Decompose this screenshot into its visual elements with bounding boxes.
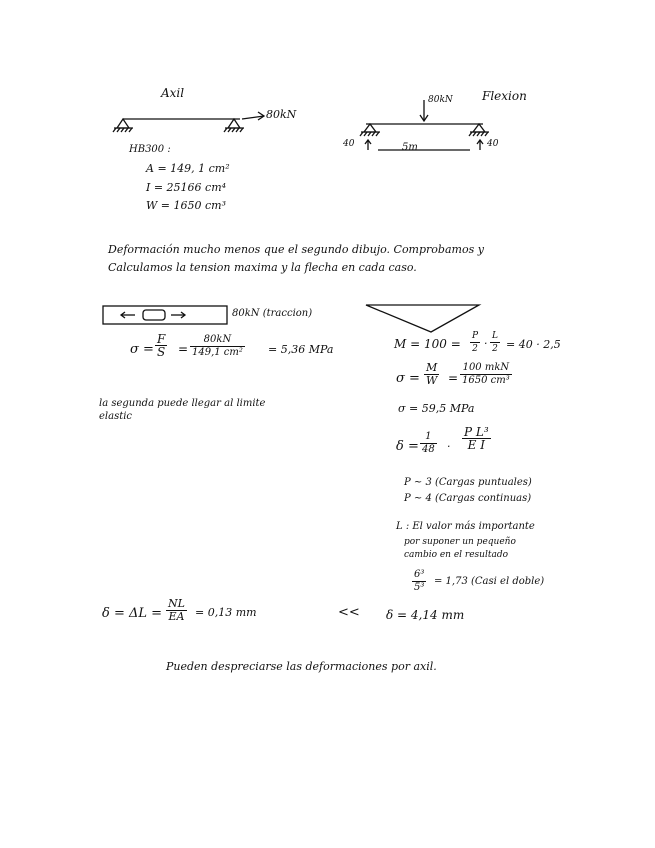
- traction-result: = 5,36 MPa: [268, 343, 334, 356]
- traction-comment-1: la segunda puede llegar al limite: [99, 398, 266, 409]
- span-label: 5m: [402, 142, 418, 153]
- axial-title: Axil: [161, 86, 185, 100]
- axial-deflection-result: = 0,13 mm: [195, 606, 257, 619]
- moment-diagram: [366, 305, 479, 332]
- traction-sigma: σ =: [130, 342, 154, 357]
- deflection-one-over-48: $\frac{1}{48}$: [422, 431, 435, 455]
- axial-deflection-lhs: δ = ΔL =: [102, 606, 163, 621]
- bending-value-fraction: 100 mkN 1650 cm³: [462, 362, 510, 386]
- much-less-than: <<: [338, 605, 360, 620]
- nl-over-ea: $\frac{NL}{EA}$: [168, 597, 185, 623]
- flexion-left-support: [364, 124, 376, 132]
- l-note-2: por suponer un pequeño: [404, 537, 516, 547]
- moment-p-fraction: $\frac{P}{2}$: [472, 331, 479, 354]
- axial-right-support: [228, 119, 240, 128]
- flexion-deflection-result: δ = 4,14 mm: [386, 608, 465, 622]
- ratio-fraction: $\frac{\text{6³}}{\text{5³}}$: [414, 569, 425, 593]
- deflection-pl3-over-ei: $\frac{\text{P L³}}{\text{E I}}$: [464, 425, 489, 452]
- moment-lhs: M = 100 =: [394, 337, 461, 351]
- flexion-title: Flexion: [482, 89, 527, 103]
- bending-sigma: σ =: [396, 371, 420, 386]
- p-three-note: P ~ 3 (Cargas puntuales): [404, 477, 532, 488]
- bending-result: σ = 59,5 MPa: [398, 402, 475, 415]
- note-line-2: Calculamos la tension maxima y la flecha en cada caso.: [108, 261, 417, 274]
- section-rect: [143, 310, 165, 320]
- p-four-note: P ~ 4 (Cargas continuas): [404, 493, 532, 504]
- section-modulus: W = 1650 cm³: [146, 199, 227, 212]
- traction-label: 80kN (traccion): [232, 308, 313, 319]
- section-inertia: I = 25166 cm⁴: [146, 181, 227, 194]
- l-note-3: cambio en el resultado: [404, 550, 508, 560]
- traction-comment-2: elastic: [99, 411, 133, 422]
- traction-value-fraction: $\frac{80kN}{\text{149,1 cm²}}$: [192, 334, 243, 358]
- axial-force-label: 80kN: [266, 108, 297, 121]
- axial-left-support: [117, 119, 129, 128]
- section-area: A = 149, 1 cm²: [146, 162, 230, 175]
- reaction-right-label: 40: [487, 139, 499, 149]
- note-line-1: Deformación mucho menos que el segundo dibujo. Comprobamos y: [108, 243, 484, 256]
- moment-l-fraction: $\frac{L}{2}$: [492, 331, 498, 354]
- moment-rhs: = 40 · 2,5: [506, 338, 561, 351]
- conclusion: Pueden despreciarse las deformaciones por axil.: [166, 660, 437, 673]
- ratio-result: = 1,73 (Casi el doble): [434, 576, 545, 587]
- deflection-lhs: δ =: [396, 439, 419, 454]
- l-note-1: L : El valor más importante: [396, 521, 535, 532]
- flexion-right-support: [473, 124, 485, 132]
- traction-f-over-s: $\frac{F}{S}$: [157, 332, 166, 359]
- reaction-left-label: 40: [343, 139, 355, 149]
- section-name: HB300 :: [129, 144, 171, 155]
- bending-m-over-w: $\frac{M}{W}$: [426, 361, 438, 387]
- flexion-load-label: 80kN: [428, 95, 453, 105]
